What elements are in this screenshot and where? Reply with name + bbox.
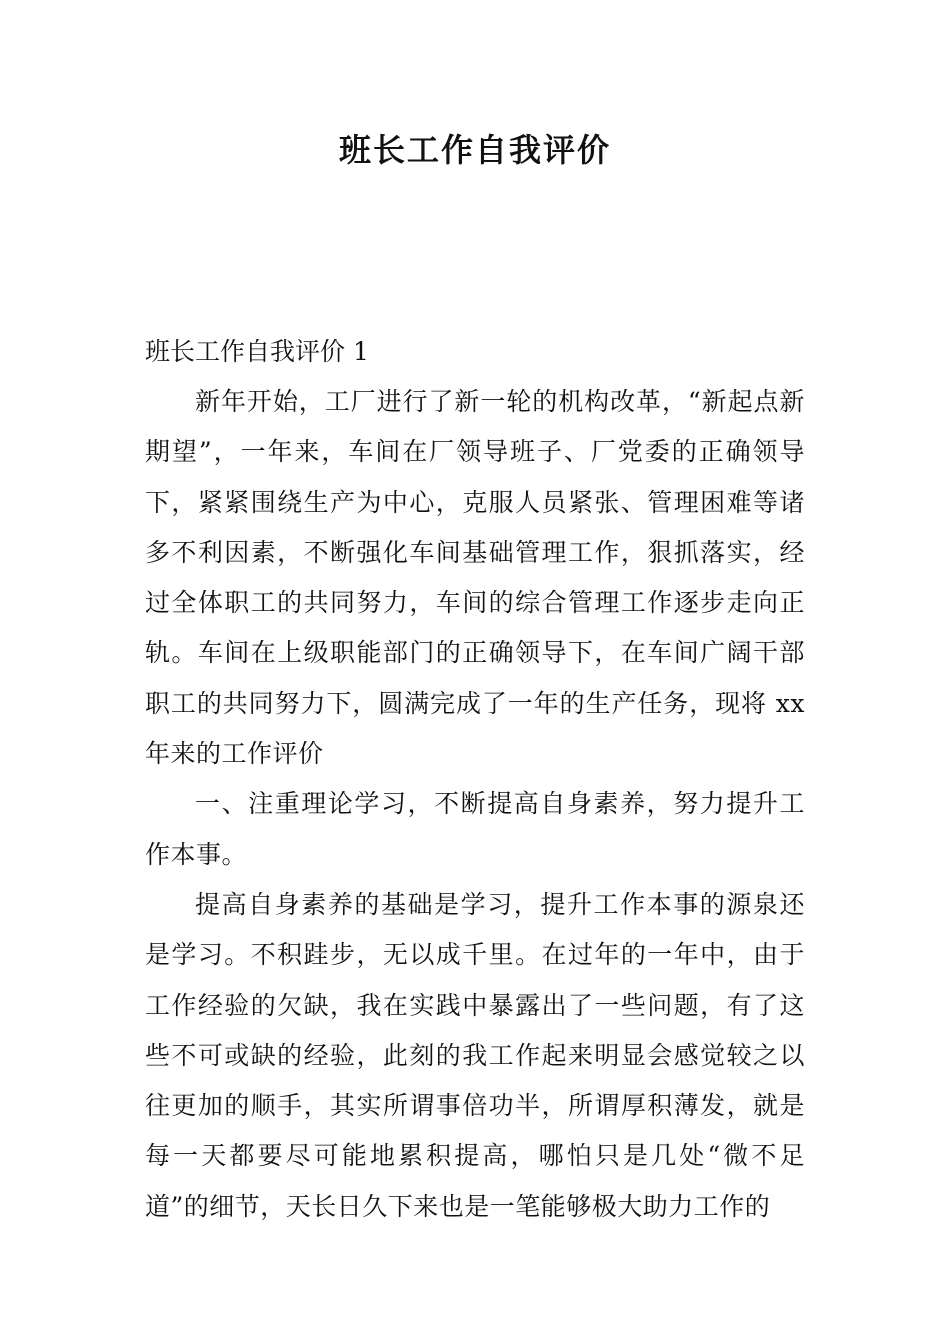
document-title: 班长工作自我评价 — [338, 131, 611, 169]
document-body — [145, 327, 805, 1232]
section-heading: 班长工作自我评价 1 — [145, 337, 369, 366]
paragraph-intro: 新年开始，工厂进行了新一轮的机构改革，“新起点新期望”，一年来，车间在厂领导班子、厂党委的正确领导下，紧紧围绕生产为中心，克服人员紧张、管理困难等诸多不利因素，不断强化车间基础管理工作，狠抓落实，经过全体职工的共同努力，车间的综合管理工作逐步走向正轨。车间在上级职能部门的正确领导下，在车间广阔干部职工的共同努力下，圆满完成了一年的生产任务，现将 xx 年来的工作评价 — [145, 387, 805, 769]
paragraph-point-one: 一、注重理论学习，不断提高自身素养，努力提升工作本事。 — [145, 789, 805, 869]
paragraph-study: 提高自身素养的基础是学习，提升工作本事的源泉还是学习。不积跬步，无以成千里。在过年的一年中，由于工作经验的欠缺，我在实践中暴露出了一些问题，有了这些不可或缺的经验，此刻的我工作起来明显会感觉较之以往更加的顺手，其实所谓事倍功半，所谓厚积薄发，就是每一天都要尽可能地累积提高，哪怕只是几处“微不足道”的细节，天长日久下来也是一笔能够极大助力工作的 — [145, 889, 805, 1221]
